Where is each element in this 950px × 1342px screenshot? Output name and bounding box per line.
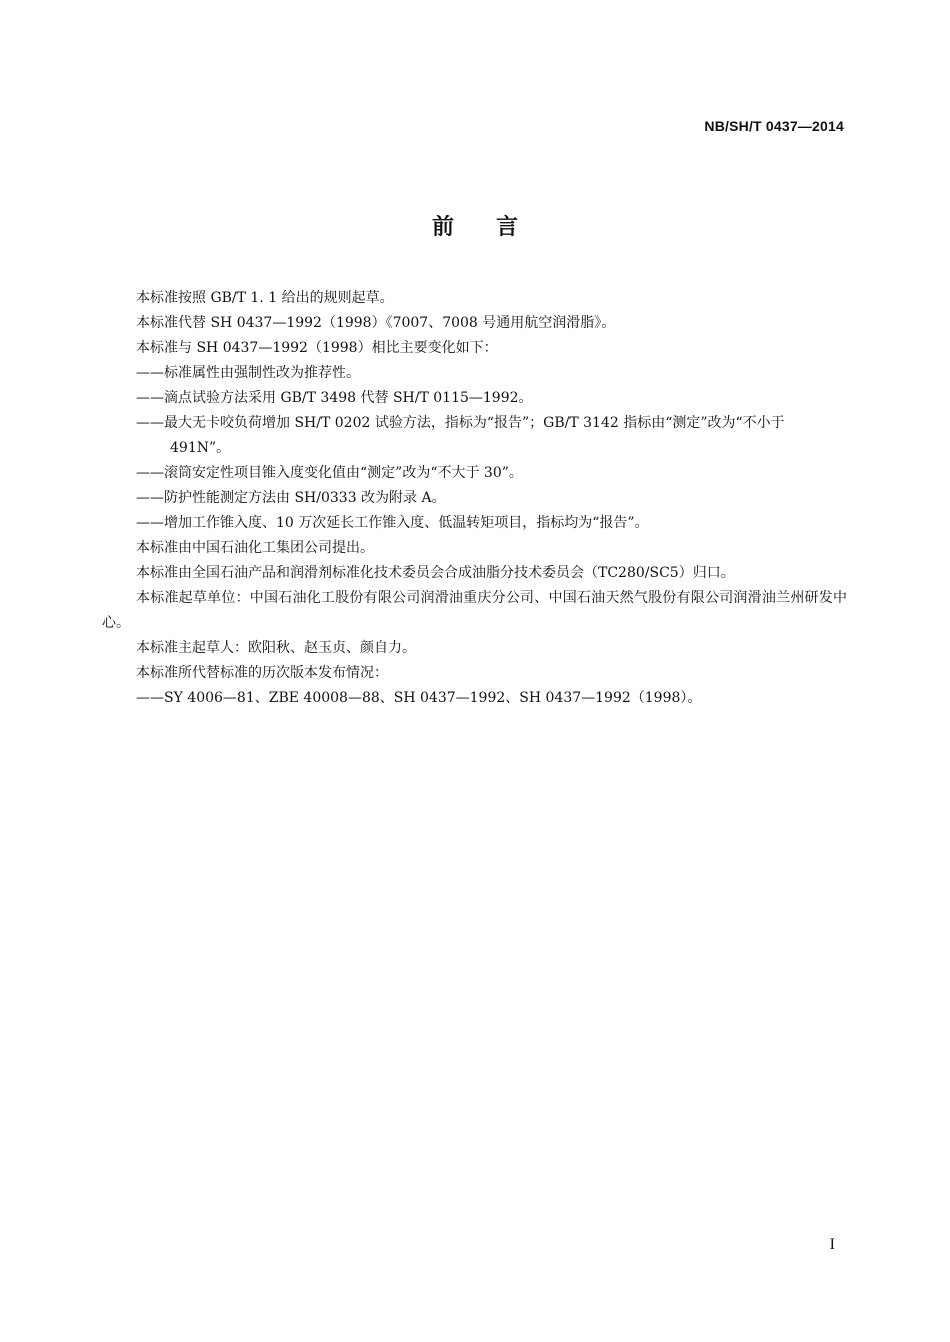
paragraph-proposed-by: 本标准由中国石油化工集团公司提出。 [136, 540, 374, 556]
paragraph-drafters: 本标准主起草人：欧阳秋、赵玉贞、颜自力。 [136, 640, 416, 656]
page-title: 前言 [431, 215, 560, 240]
change-item-1: ——标准属性由强制性改为推荐性。 [136, 365, 360, 381]
paragraph-history-intro: 本标准所代替标准的历次版本发布情况： [136, 665, 388, 681]
paragraph-replaces: 本标准代替 SH 0437—1992（1998）《7007、7008 号通用航空润滑脂》。 [136, 315, 616, 331]
change-item-4: ——滚筒安定性项目锥入度变化值由“测定”改为“不大于 30”。 [136, 465, 523, 481]
change-item-5: ——防护性能测定方法由 SH/0333 改为附录 A。 [136, 490, 446, 506]
change-item-3: ——最大无卡咬负荷增加 SH/T 0202 试验方法，指标为“报告”；GB/T 3142 指标由“测定”改为“不小于 491N”。 [136, 415, 785, 456]
paragraph-administered-by: 本标准由全国石油产品和润滑剂标准化技术委员会合成油脂分技术委员会（TC280/SC5）归口。 [136, 565, 735, 581]
page-number: I [829, 1236, 835, 1253]
history-item: ——SY 4006—81、ZBE 40008—88、SH 0437—1992、SH 0437—1992（1998）。 [136, 690, 702, 706]
paragraph-drafting-units: 本标准起草单位：中国石油化工股份有限公司润滑油重庆分公司、中国石油天然气股份有限公司润滑油兰州研发中心。 [102, 590, 847, 631]
paragraph-drafting-rules: 本标准按照 GB/T 1. 1 给出的规则起草。 [136, 290, 394, 306]
foreword-body [102, 286, 847, 711]
change-item-6: ——增加工作锥入度、10 万次延长工作锥入度、低温转矩项目，指标均为“报告”。 [136, 515, 649, 531]
standard-number: NB/SH/T 0437—2014 [704, 118, 844, 134]
paragraph-main-changes: 本标准与 SH 0437—1992（1998）相比主要变化如下： [136, 340, 498, 356]
change-item-2: ——滴点试验方法采用 GB/T 3498 代替 SH/T 0115—1992。 [136, 390, 533, 406]
